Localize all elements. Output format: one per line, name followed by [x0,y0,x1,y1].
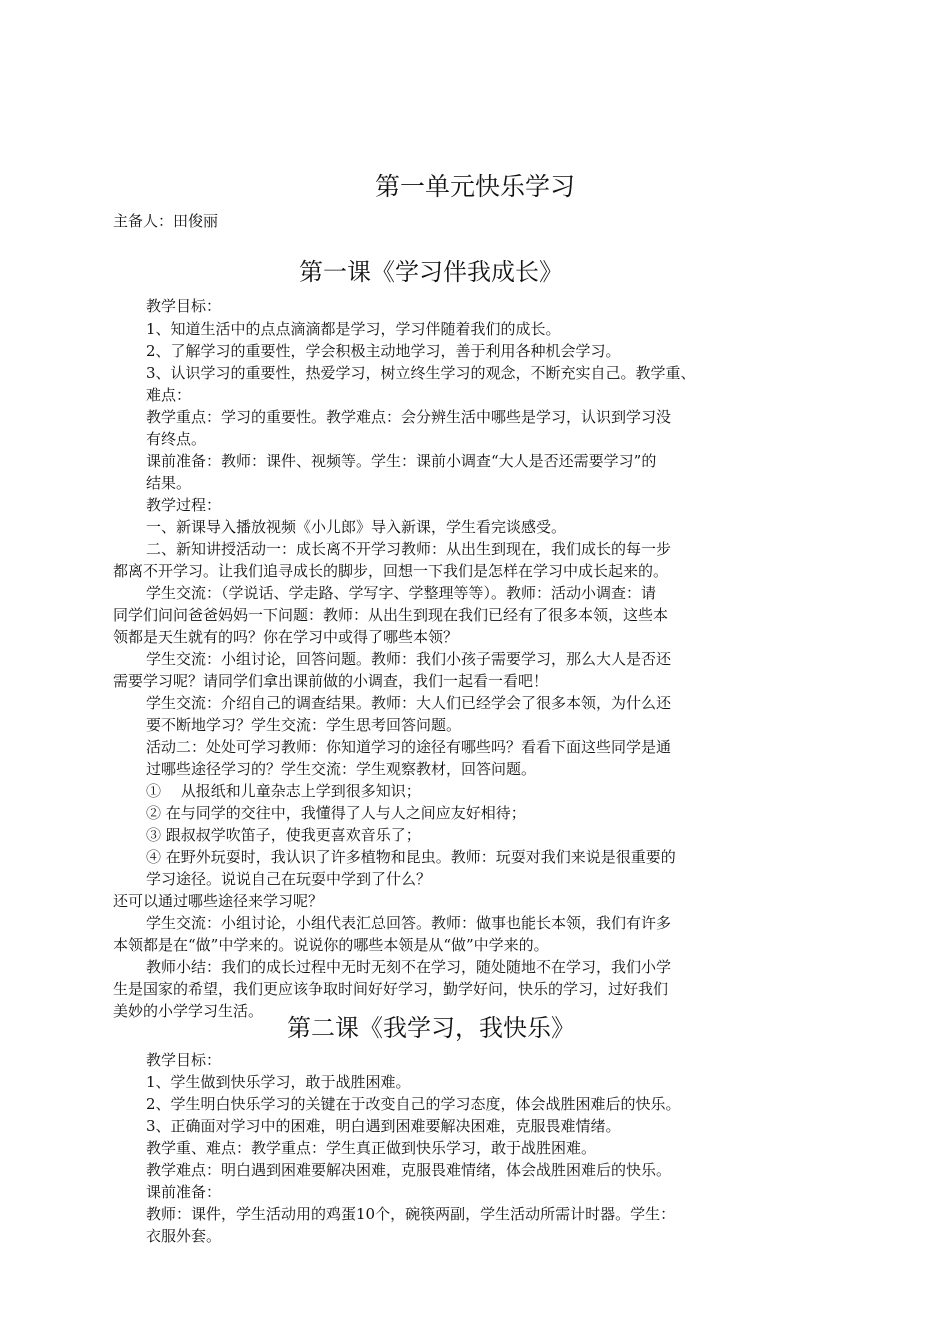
lesson2-title: 第二课《我学习，我快乐》 [287,1014,575,1042]
paragraph-line: 还可以通过哪些途径来学习呢？ [113,892,324,910]
paragraph-line: 2、学生明白快乐学习的关键在于改变自己的学习态度，体会战胜困难后的快乐。 [146,1095,681,1113]
paragraph-line: 3、正确面对学习中的困难，明白遇到困难要解决困难，克服畏难情绪。 [146,1117,621,1135]
paragraph-line: 一、新课导入播放视频《小儿郎》导入新课，学生看完谈感受。 [146,518,567,536]
paragraph-line: 教学过程： [146,496,222,514]
paragraph-line: 教学难点：明白遇到困难要解决困难，克服畏难情绪，体会战胜困难后的快乐。 [146,1161,672,1179]
lesson1-title: 第一课《学习伴我成长》 [299,258,563,286]
list-item: ② 在与同学的交往中，我懂得了人与人之间应友好相待； [146,804,526,822]
paragraph-line: 课前准备： [146,1183,222,1201]
paragraph-line: 要不断地学习？学生交流：学生思考回答问题。 [146,716,462,734]
paragraph-line: 学生交流：（学说话、学走路、学写字、学整理等等）。教师：活动小调查：请 [146,584,657,602]
paragraph-line: 需要学习呢？请同学们拿出课前做的小调查，我们一起看一看吧！ [113,672,549,690]
paragraph-line: 3、认识学习的重要性，热爱学习，树立终生学习的观念，不断充实自己。教学重、 [146,364,696,382]
paragraph-line: 同学们问问爸爸妈妈一下问题：教师：从出生到现在我们已经有了很多本领，这些本 [113,606,669,624]
paragraph-line: 二、新知讲授活动一：成长离不开学习教师：从出生到现在，我们成长的每一步 [146,540,672,558]
paragraph-line: 1、知道生活中的点点滴滴都是学习，学习伴随着我们的成长。 [146,320,561,338]
paragraph-line: 过哪些途径学习的？学生交流：学生观察教材，回答问题。 [146,760,537,778]
paragraph-line: 学生交流：小组讨论，小组代表汇总回答。教师：做事也能长本领，我们有许多 [146,914,672,932]
paragraph-line: 领都是天生就有的吗？你在学习中或得了哪些本领？ [113,628,459,646]
paragraph-line: 教学重、难点：教学重点：学生真正做到快乐学习，敢于战胜困难。 [146,1139,597,1157]
author-line: 主备人：田俊丽 [113,212,219,230]
paragraph-line: 都离不开学习。让我们追寻成长的脚步，回想一下我们是怎样在学习中成长起来的。 [113,562,669,580]
paragraph-line: 教师：课件，学生活动用的鸡蛋10个，碗筷两副，学生活动所需计时器。学生： [146,1205,676,1223]
list-item: ④ 在野外玩耍时，我认识了许多植物和昆虫。教师：玩耍对我们来说是很重要的 [146,848,676,866]
paragraph-line: 课前准备：教师：课件、视频等。学生：课前小调查“大人是否还需要学习”的 [146,452,657,470]
paragraph-line: 生是国家的希望，我们更应该争取时间好好学习，勤学好问，快乐的学习，过好我们 [113,980,669,998]
paragraph-line: 教师小结：我们的成长过程中无时无刻不在学习，随处随地不在学习，我们小学 [146,958,672,976]
paragraph-line: 衣服外套。 [146,1227,222,1245]
paragraph-line: 难点： [146,386,192,404]
list-item: ③ 跟叔叔学吹笛子，使我更喜欢音乐了； [146,826,421,844]
paragraph-line: 结果。 [146,474,192,492]
paragraph-line: 有终点。 [146,430,207,448]
list-item: ① 从报纸和儿童杂志上学到很多知识； [146,782,421,800]
paragraph-line: 教学目标： [146,297,222,315]
unit-title: 第一单元快乐学习 [374,172,575,201]
paragraph-line: 学习途径。说说自己在玩耍中学到了什么？ [146,870,432,888]
paragraph-line: 美妙的小学学习生活。 [113,1002,264,1020]
paragraph-line: 活动二：处处可学习教师：你知道学习的途径有哪些吗？看看下面这些同学是通 [146,738,672,756]
paragraph-line: 学生交流：小组讨论，回答问题。教师：我们小孩子需要学习，那么大人是否还 [146,650,672,668]
paragraph-line: 2、了解学习的重要性，学会积极主动地学习，善于利用各种机会学习。 [146,342,621,360]
paragraph-line: 学生交流：介绍自己的调查结果。教师：大人们已经学会了很多本领，为什么还 [146,694,672,712]
paragraph-line: 本领都是在“做”中学来的。说说你的哪些本领是从“做”中学来的。 [113,936,549,954]
paragraph-line: 教学目标： [146,1051,222,1069]
paragraph-line: 教学重点：学习的重要性。教学难点：会分辨生活中哪些是学习，认识到学习没 [146,408,672,426]
paragraph-line: 1、学生做到快乐学习，敢于战胜困难。 [146,1073,411,1091]
